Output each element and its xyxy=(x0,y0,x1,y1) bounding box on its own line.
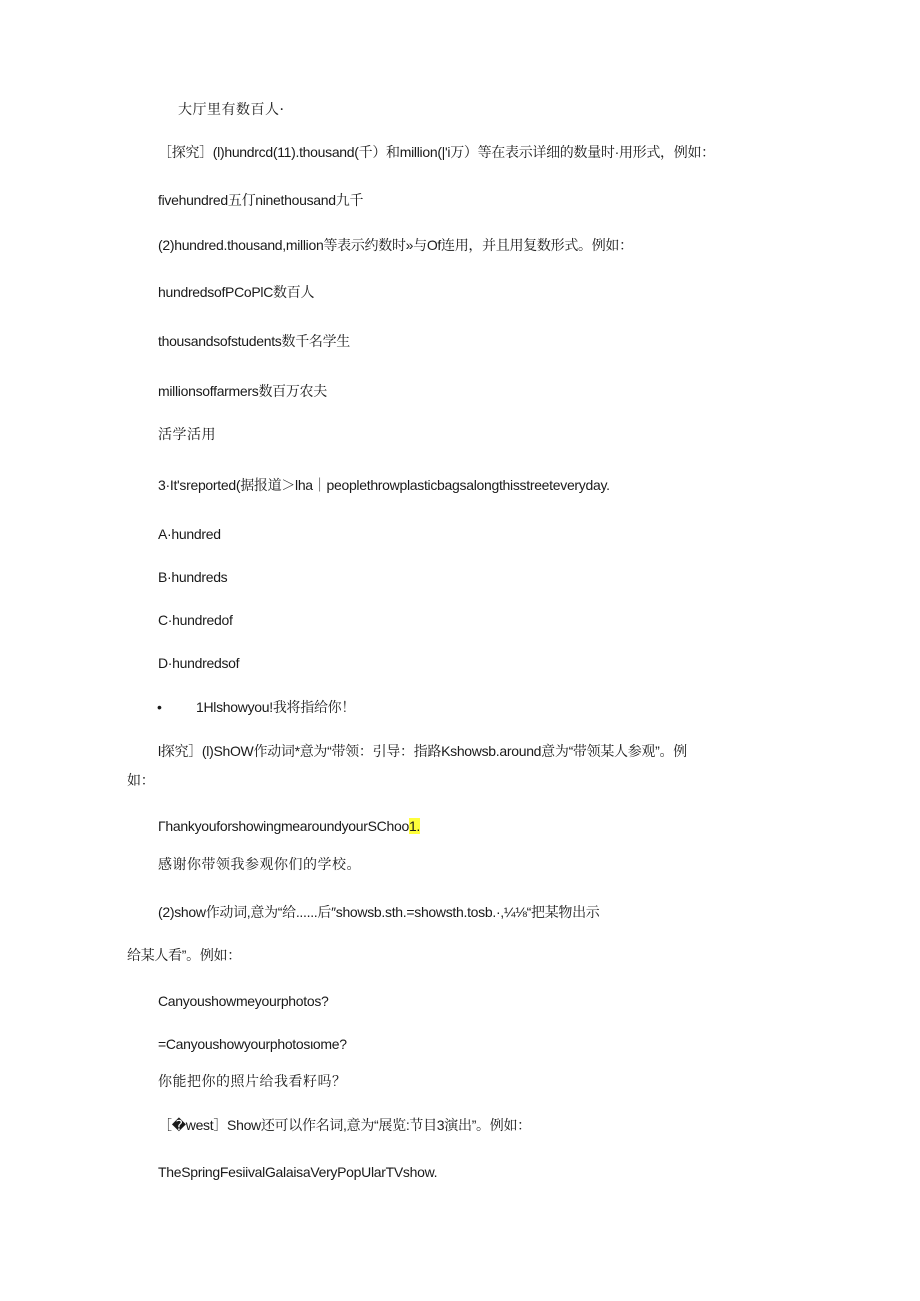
text-line-3: fivehundred五仃ninethousand九千 xyxy=(158,192,364,208)
translation-line-2: 你能把你的照片给我看籽吗？ xyxy=(158,1074,347,1090)
text-line-5: hundredsofPCoPlC数百人 xyxy=(158,284,315,300)
text-line-4: (2)hundred.thousand,million等表示约数时»与Of连用，并且用复数形式。例如： xyxy=(158,237,633,253)
text-line-explore-show-1: l探究］(l)ShOW作动词*意为“带领：引导：指路Kshowsb.around意为“带领某人参观”。例 xyxy=(158,743,687,759)
option-b: B·hundreds xyxy=(158,569,228,585)
example-text: Γhankyouforshowingmearoundyour xyxy=(158,818,368,834)
text-line-2: ［探究］(l)hundrcd(11).thousand(千）和million(|'i万）等在表示详细的数量时·用形式，例如： xyxy=(158,144,715,160)
option-c: C·hundredof xyxy=(158,612,233,628)
text-line-extension: ［�west］Show还可以作名词,意为“展览:节目3演出”。例如： xyxy=(158,1117,531,1133)
text-line-explore-show-2-cont: 给某人看”。例如： xyxy=(127,947,241,963)
option-a: A·hundred xyxy=(158,526,221,542)
text-line-7: millionsoffarmers数百万农夫 xyxy=(158,383,327,399)
text-line-bullet-item: 1Hlshowyou!我将指给你！ xyxy=(196,699,356,715)
translation-line-1: 感谢你带领我参观你们的学校。 xyxy=(158,857,361,873)
bullet-icon: • xyxy=(157,699,162,715)
text-line-explore-show-1-cont: 如： xyxy=(127,772,155,788)
text-line-1: 大厅里有数百人· xyxy=(178,102,285,118)
question-3: 3·It'sreported(据报道＞lha｜peoplethrowplasticbagsalongthisstreeteveryday. xyxy=(158,477,610,493)
example-sentence-photos-1: Canyoushowmeyourphotos? xyxy=(158,993,329,1009)
example-sentence-gala: TheSpringFesiivalGalaisaVeryPopUlarTVshow. xyxy=(158,1164,438,1180)
example-sentence-thank-you xyxy=(158,817,420,835)
highlighted-text: 1. xyxy=(408,818,421,834)
text-line-explore-show-2: (2)show作动词,意为“给......后″showsb.sth.=showsth.tosb.·,¼⅛“把某物出示 xyxy=(158,904,600,920)
option-d: D·hundredsof xyxy=(158,655,240,671)
section-heading-practice: 活学活用 xyxy=(158,427,216,443)
example-text-tail: SChoo xyxy=(367,818,409,834)
text-line-6: thousandsofstudents数千名学生 xyxy=(158,333,351,349)
example-sentence-photos-2: =Canyoushowyourphotosιome? xyxy=(158,1036,347,1052)
